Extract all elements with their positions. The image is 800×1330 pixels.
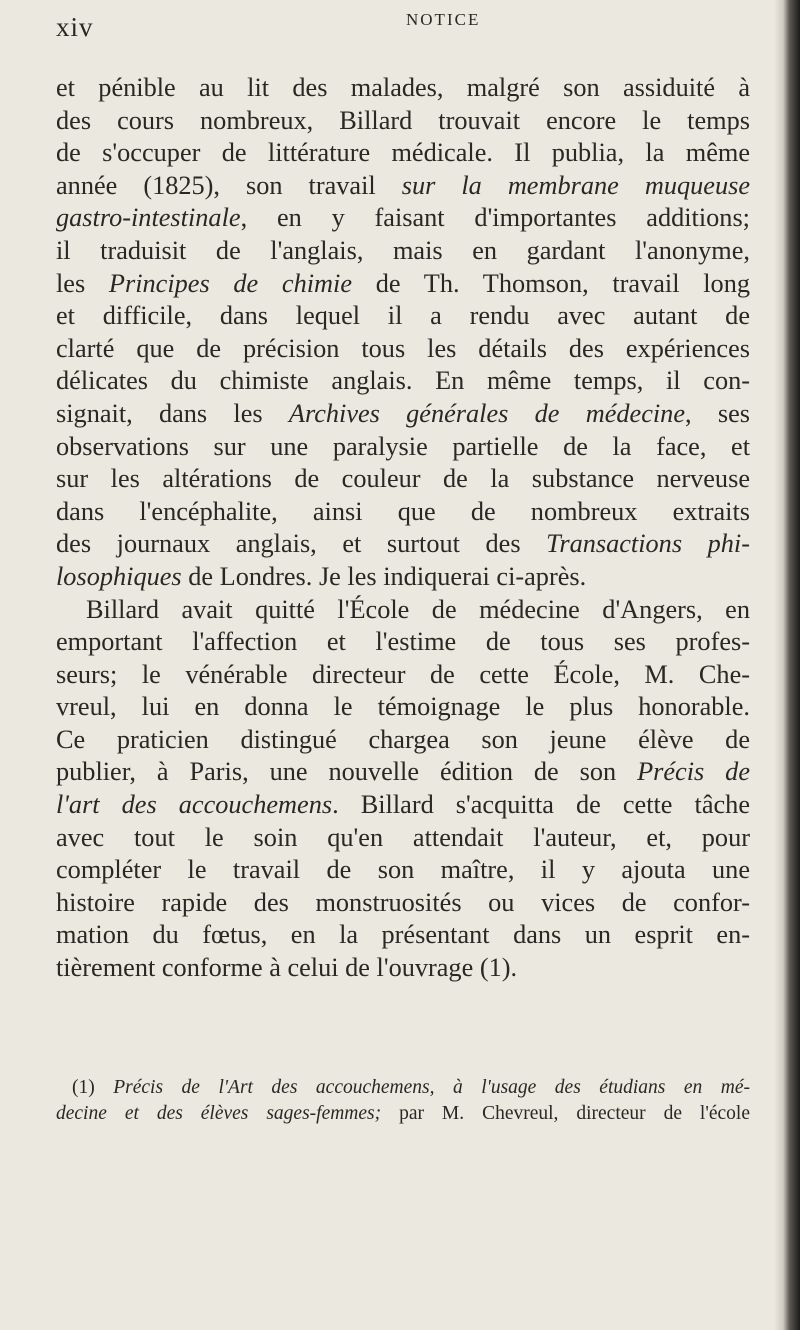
text-line: Ce praticien distingué chargea son jeune élève de	[56, 724, 750, 754]
text-line: signait, dans les Archives générales de médecine, ses	[56, 398, 750, 428]
text-line: délicates du chimiste anglais. En même temps, il con-	[56, 366, 750, 396]
text-line: compléter le travail de son maître, il y ajouta une	[56, 855, 750, 885]
text-line: publier, à Paris, une nouvelle édition de son Précis de	[56, 757, 750, 787]
title-italic: sur la membrane muqueuse	[401, 170, 750, 200]
page-number: xiv	[56, 12, 94, 42]
title-italic: Principes de chimie	[108, 268, 353, 298]
footnote-line: decine et des élèves sages-femmes; par M. Chevreul, directeur de l'école	[56, 1103, 750, 1124]
text-line: histoire rapide des monstruosités ou vices de confor-	[56, 887, 750, 917]
text-line: sur les altérations de couleur de la substance nerveuse	[56, 464, 750, 494]
text-line: dans l'encéphalite, ainsi que de nombreux extraits	[56, 496, 750, 526]
text-line: emportant l'affection et l'estime de tous ses profes-	[56, 627, 750, 657]
text-line: mation du fœtus, en la présentant dans un esprit en-	[56, 920, 750, 950]
page-edge-shadow	[774, 0, 800, 1330]
text-line: clarté que de précision tous les détails des expériences	[56, 333, 750, 363]
text-line: il traduisit de l'anglais, mais en gardant l'anonyme,	[56, 235, 750, 265]
text-line: des journaux anglais, et surtout des Transactions phi-	[56, 529, 750, 559]
text-line: et difficile, dans lequel il a rendu avec autant de	[56, 301, 750, 331]
text-line: les Principes de chimie de Th. Thomson, travail long	[56, 268, 750, 298]
paragraph-start: Billard avait quitté l'École de médecine d'Angers, en	[86, 594, 750, 624]
title-italic: l'art des accouchemens	[56, 790, 333, 820]
title-italic: losophiques	[56, 561, 182, 591]
title-italic: Transactions phi-	[546, 529, 750, 559]
text-line: losophiques de Londres. Je les indiquerai ci-après.	[56, 561, 587, 591]
text-line: de s'occuper de littérature médicale. Il publia, la même	[56, 138, 750, 168]
text-line: avec tout le soin qu'en attendait l'auteur, et, pour	[56, 822, 750, 852]
title-italic: Archives générales de médecine	[288, 398, 686, 428]
text-line: gastro-intestinale, en y faisant d'importantes additions;	[56, 203, 750, 233]
running-title: NOTICE	[406, 10, 481, 29]
text-line: observations sur une paralysie partielle de la face, et	[56, 431, 750, 461]
title-italic: gastro-intestinale	[56, 203, 241, 233]
page-header	[56, 6, 676, 40]
text-line: seurs; le vénérable directeur de cette École, M. Che-	[56, 659, 750, 689]
footnote	[56, 1075, 750, 1127]
text-line: l'art des accouchemens. Billard s'acquitta de cette tâche	[56, 790, 750, 820]
body-text	[56, 72, 750, 985]
title-italic: Précis de	[637, 757, 750, 787]
text-line: vreul, lui en donna le témoignage le plus honorable.	[56, 692, 750, 722]
footnote-line: (1) Précis de l'Art des accouchemens, à l'usage des étudians en mé-	[72, 1077, 750, 1098]
text-line: des cours nombreux, Billard trouvait encore le temps	[56, 105, 750, 135]
text-line: année (1825), son travail sur la membrane muqueuse	[56, 170, 750, 200]
text-line: et pénible au lit des malades, malgré son assiduité à	[56, 73, 750, 102]
text-line: tièrement conforme à celui de l'ouvrage (1).	[56, 953, 518, 983]
